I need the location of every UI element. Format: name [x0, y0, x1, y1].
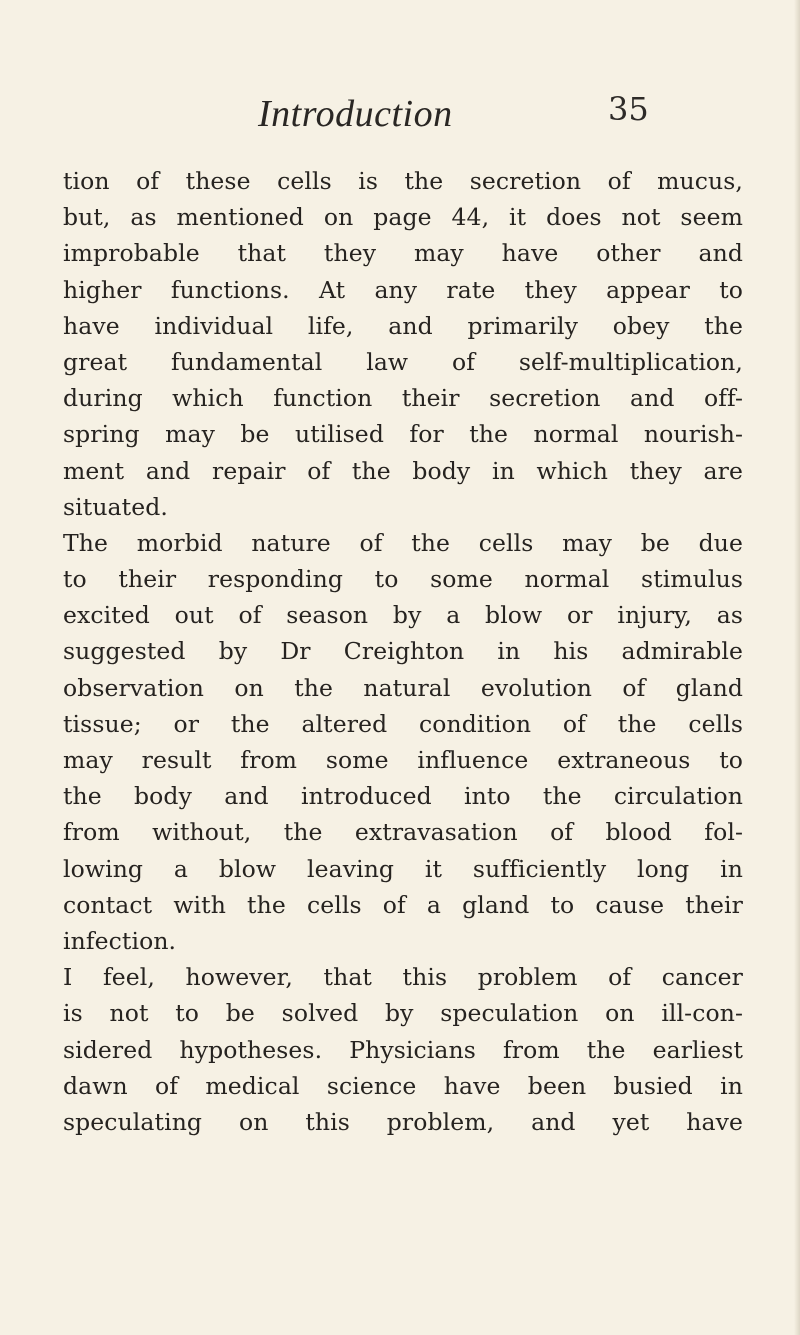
text-line: situated.: [63, 492, 168, 521]
text-line: [63, 525, 743, 561]
text-line: lowing a blow leaving it sufficiently long in: [63, 854, 743, 883]
text-line: during which function their secretion and off-: [63, 384, 743, 413]
text-line: to their responding to some normal stimulus: [63, 565, 743, 594]
text-line: I feel, however, that this problem of cancer: [63, 963, 743, 992]
body-text: [63, 163, 743, 1140]
text-line: suggested by Dr Creighton in his admirable: [63, 637, 743, 666]
text-line: from without, the extravasation of blood fol-: [63, 818, 743, 847]
text-line: higher functions. At any rate they appear to: [63, 275, 743, 304]
paragraph-start: The morbid nature of the cells may be due: [63, 528, 743, 557]
text-line: sidered hypotheses. Physicians from the earliest: [63, 1035, 743, 1064]
page-edge-shadow: [794, 0, 800, 1335]
text-line: the body and introduced into the circulation: [63, 782, 743, 811]
text-line: tion of these cells is the secretion of mucus,: [63, 167, 743, 195]
text-line: but, as mentioned on page 44, it does not seem: [63, 203, 743, 232]
text-line: have individual life, and primarily obey the: [63, 311, 743, 340]
page-number: 35: [608, 90, 649, 128]
text-line: infection.: [63, 926, 177, 955]
text-line: improbable that they may have other and: [63, 239, 743, 268]
text-line: observation on the natural evolution of gland: [63, 673, 743, 702]
running-head-title: Introduction: [258, 93, 453, 135]
text-line: spring may be utilised for the normal nourish-: [63, 420, 743, 449]
text-line: may result from some influence extraneous to: [63, 746, 743, 774]
text-line: tissue; or the altered condition of the cells: [63, 709, 743, 738]
text-line: excited out of season by a blow or injury, as: [63, 601, 743, 630]
text-line: is not to be solved by speculation on ill-con-: [63, 999, 743, 1028]
text-line: contact with the cells of a gland to cause their: [63, 890, 743, 919]
text-line: dawn of medical science have been busied in: [63, 1071, 743, 1100]
text-line: ment and repair of the body in which they are: [63, 456, 743, 485]
text-line: speculating on this problem, and yet have: [63, 1107, 743, 1136]
text-line: great fundamental law of self-multiplication,: [63, 347, 743, 376]
